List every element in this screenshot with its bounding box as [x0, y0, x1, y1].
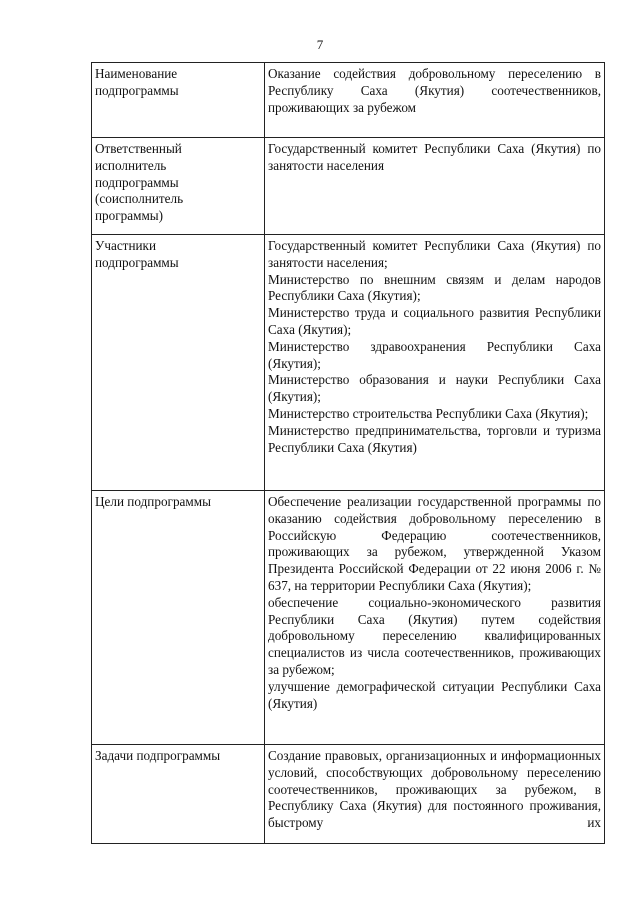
label-line: Цели подпрограммы [95, 494, 211, 509]
row-value [265, 745, 605, 844]
row-value [265, 63, 605, 138]
row-value [265, 138, 605, 235]
table-row-tasks [92, 745, 605, 844]
label-line: программы) [95, 208, 164, 224]
value-paragraph: улучшение демографической ситуации Республики Саха (Якутия) [268, 678, 601, 711]
value-paragraph: Обеспечение реализации государственной программы по оказанию содействия добровольному переселению в Российскую Федерацию соотечественников, проживающих за рубежом, утвержденной Указом Президента Российской Федерации от 22 июня 2006 г. № 637, на территории Республики Саха (Якутия); [268, 494, 601, 593]
label-line: подпрограммы [95, 174, 179, 190]
label-line: подпрограммы [95, 82, 179, 98]
value-paragraph: Министерство по внешним связям и делам народов Республики Саха (Якутия); [268, 271, 601, 304]
label-line: Участники [95, 238, 157, 253]
table-row-participants [92, 235, 605, 491]
value-paragraph: Министерство здравоохранения Республики Саха (Якутия); [268, 338, 601, 371]
table-row-name [92, 63, 605, 138]
row-value [265, 491, 605, 745]
row-label [92, 63, 265, 138]
label-line: Наименование [95, 66, 178, 81]
row-value [265, 235, 605, 491]
value-paragraph: Государственный комитет Республики Саха (Якутия) по занятости населения [268, 141, 601, 173]
row-label [92, 235, 265, 491]
label-line: (соисполнитель [95, 191, 184, 207]
row-label [92, 491, 265, 745]
value-paragraph: обеспечение социально-экономического развития Республики Саха (Якутия) путем содействия добровольному переселению квалифицированных специалистов из числа соотечественников, проживающих за рубежом; [268, 594, 601, 677]
value-paragraph: Министерство предпринимательства, торговли и туризма Республики Саха (Якутия) [268, 422, 601, 455]
value-paragraph: Министерство образования и науки Республики Саха (Якутия); [268, 372, 601, 405]
value-paragraph: Государственный комитет Республики Саха (Якутия) по занятости населения; [268, 238, 601, 270]
label-line: Задачи подпрограммы [95, 748, 221, 763]
page-number: 7 [316, 37, 324, 52]
label-line: Ответственный [95, 141, 182, 156]
table-row-executor [92, 138, 605, 235]
value-paragraph: Создание правовых, организационных и информационных условий, способствующих добровольному переселению соотечественников, проживающих за рубежом, в Республику Саха (Якутия) для постоянного проживания, быстрому их [268, 748, 601, 831]
subprogram-passport-table [91, 62, 605, 844]
label-line: подпрограммы [95, 254, 179, 270]
value-paragraph: Министерство труда и социального развития Республики Саха (Якутия); [268, 305, 601, 337]
row-label [92, 138, 265, 235]
value-paragraph: Оказание содействия добровольному переселению в Республику Саха (Якутия) соотечественников, проживающих за рубежом [268, 66, 601, 115]
row-label [92, 745, 265, 844]
label-line: исполнитель [95, 157, 167, 173]
table-row-goals [92, 491, 605, 745]
value-paragraph: Министерство строительства Республики Саха (Якутия); [268, 405, 589, 421]
